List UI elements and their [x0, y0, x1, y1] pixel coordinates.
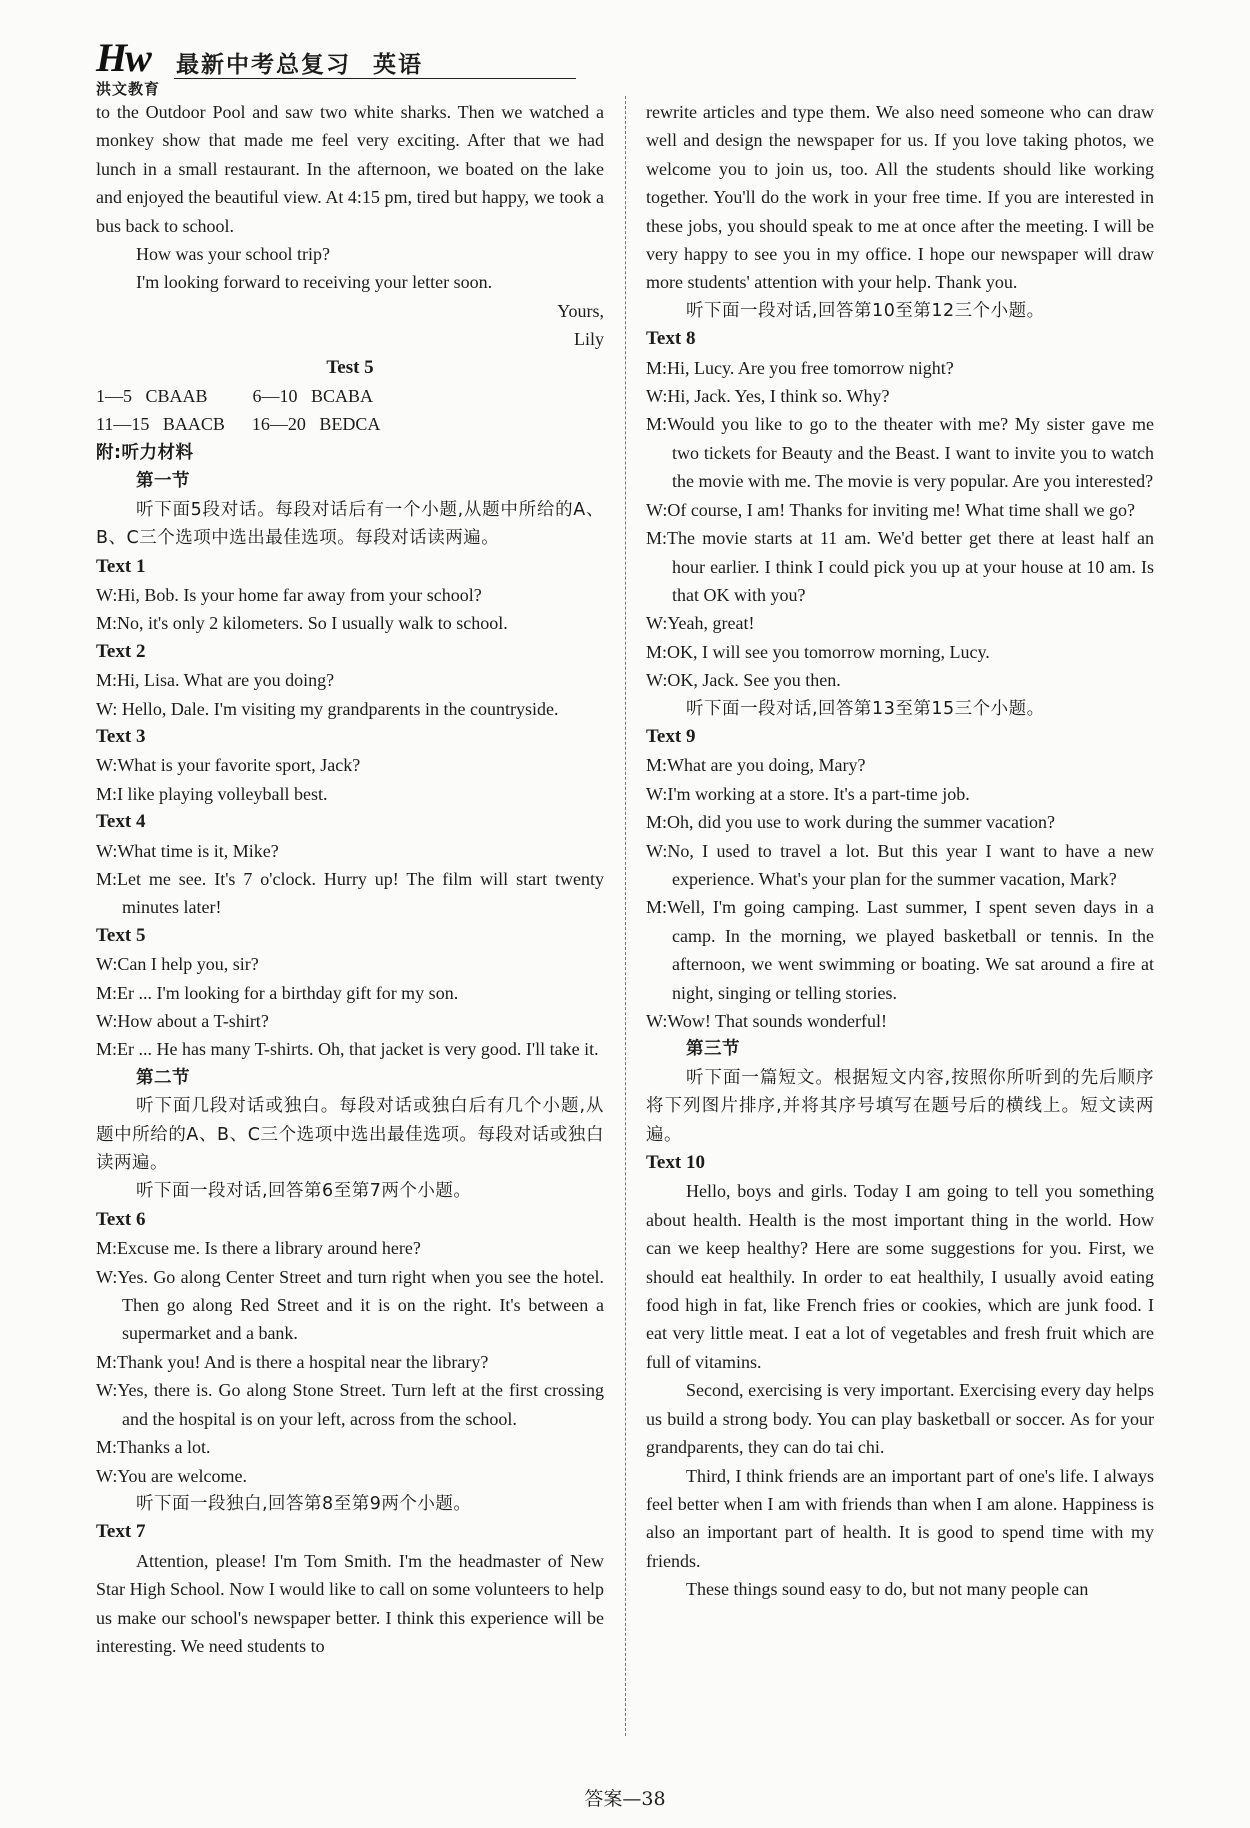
question-instructions: 听下面一段独白,回答第8至第9两个小题。 — [136, 1493, 472, 1514]
dialogue-line: W:What is your favorite sport, Jack? — [96, 755, 361, 776]
page-number: 答案—38 — [584, 1788, 666, 1810]
dialogue-line: M:Let me see. It's 7 o'clock. Hurry up! The film will start twenty minutes later! — [96, 868, 604, 918]
dialogue-line: W:You are welcome. — [96, 1465, 247, 1486]
dialogue-line: W:No, I used to travel a lot. But this year I want to have a new experience. What's your plan for the summer vacation, Mark? — [646, 840, 1154, 889]
dialogue-line: W:Yeah, great! — [646, 613, 755, 634]
question-instructions: 听下面一段对话,回答第10至第12三个小题。 — [686, 300, 1045, 321]
dialogue-line: M:Hi, Lucy. Are you free tomorrow night? — [646, 357, 954, 378]
text-title: Text 8 — [646, 328, 696, 350]
dialogue-line: M:Thank you! And is there a hospital near the library? — [96, 1351, 489, 1372]
text-title: Text 2 — [96, 640, 146, 662]
dialogue-line: W:What time is it, Mike? — [96, 840, 279, 861]
dialogue-line: M:Er ... He has many T-shirts. Oh, that jacket is very good. I'll take it. — [96, 1039, 599, 1060]
text-title: Text 3 — [96, 725, 146, 747]
dialogue-line: M:OK, I will see you tomorrow morning, Lucy. — [646, 641, 990, 662]
column-divider — [625, 96, 626, 1736]
text-title: Text 7 — [96, 1521, 146, 1543]
dialogue-line: W:Can I help you, sir? — [96, 954, 259, 975]
dialogue-line: M:Thanks a lot. — [96, 1437, 211, 1458]
dialogue-line: M:Excuse me. Is there a library around here? — [96, 1238, 421, 1259]
dialogue-line: W:Hi, Bob. Is your home far away from your school? — [96, 584, 482, 605]
dialogue-line: M:Hi, Lisa. What are you doing? — [96, 670, 335, 691]
appendix-heading: 附:听力材料 — [96, 442, 194, 463]
dialogue-line: W:Yes. Go along Center Street and turn right when you see the hotel. Then go along Red Street and it is on the right. It's between a supermarket and a bank. — [96, 1266, 604, 1344]
answer-row: 11—15 BAACB 16—20 BEDCA — [96, 414, 381, 435]
section-instructions: 听下面5段对话。每段对话后有一个小题,从题中所给的A、B、C三个选项中选出最佳选项。每段对话读两遍。 — [96, 499, 604, 549]
book-title-text: 最新中考总复习 — [176, 52, 351, 78]
answer-row: 1—5 CBAAB 6—10 BCABA — [96, 386, 374, 407]
dialogue-line: M:Well, I'm going camping. Last summer, I spent seven days in a camp. In the morning, we played basketball or tennis. In the afternoon, we went swimming or boating. We sat around a fire at night, singing or telling stories. — [646, 897, 1154, 1003]
dialogue-line: W:How about a T-shirt? — [96, 1011, 269, 1031]
text-title: Text 5 — [96, 924, 146, 946]
dialogue-line: W:I'm working at a store. It's a part-time job. — [646, 783, 970, 804]
section-heading: 第二节 — [136, 1067, 190, 1088]
section-heading: 第一节 — [136, 471, 190, 492]
letter-paragraph: I'm looking forward to receiving your letter soon. — [136, 272, 493, 293]
question-instructions: 听下面一段对话,回答第13至第15三个小题。 — [686, 698, 1045, 719]
passage-paragraph: Second, exercising is very important. Exercising every day helps us build a strong body. You can play basketball or soccer. As for your grandparents, they can do tai chi. — [646, 1380, 1154, 1458]
dialogue-line: M:The movie starts at 11 am. We'd better get there at least half an hour earlier. I think I could pick you up at your house at 10 am. Is that OK with you? — [646, 528, 1154, 605]
text-title: Text 10 — [646, 1152, 705, 1174]
dialogue-line: W:Hi, Jack. Yes, I think so. Why? — [646, 386, 890, 407]
dialogue-line: W:Of course, I am! Thanks for inviting me! What time shall we go? — [646, 499, 1136, 520]
dialogue-line: W: Hello, Dale. I'm visiting my grandparents in the countryside. — [96, 698, 559, 719]
passage-paragraph: These things sound easy to do, but not many people can — [686, 1579, 1089, 1600]
subject-label: 英语 — [373, 52, 423, 78]
book-title — [176, 46, 423, 79]
dialogue-line: M:Oh, did you use to work during the summer vacation? — [646, 812, 1055, 833]
section-instructions: 听下面几段对话或独白。每段对话或独白后有几个小题,从题中所给的A、B、C三个选项中选出最佳选项。每段对话或独白读两遍。 — [96, 1096, 604, 1174]
left-column — [96, 98, 604, 1660]
dialogue-line: M:Would you like to go to the theater with me? My sister gave me two tickets for Beauty and the Beast. I want to invite you to watch the movie with me. The movie is very popular. Are you interested? — [646, 414, 1154, 492]
letter-closing: Yours, — [557, 300, 604, 321]
text-title: Text 1 — [96, 555, 146, 577]
monologue-paragraph: rewrite articles and type them. We also need someone who can draw well and design the newspaper for us. If you love taking photos, we welcome you to join us, too. All the students should like working together. You'll do the work in your free time. If you are interested in these jobs, you should speak to me at once after the meeting. I will be very happy to see you in my office. I hope our newspaper will draw more students' attention with your help. Thank you. — [646, 102, 1154, 293]
text-title: Text 9 — [646, 725, 696, 747]
right-column — [646, 98, 1154, 1604]
passage-paragraph: Hello, boys and girls. Today I am going to tell you something about health. Health is the most important thing in the world. How can we keep healthy? Here are some suggestions for you. First, we should eat healthily. In order to eat healthily, I usually avoid eating food high in fat, like French fries or cookies, which are junk food. I eat very little meat. I eat a lot of vegetables and fresh fruit which are full of vitamins. — [646, 1181, 1154, 1372]
dialogue-line: W:Yes, there is. Go along Stone Street. Turn left at the first crossing and the hospital is on your left, across from the school. — [96, 1380, 604, 1429]
dialogue-line: W:Wow! That sounds wonderful! — [646, 1011, 888, 1031]
section-instructions: 听下面一篇短文。根据短文内容,按照你所听到的先后顺序将下列图片排序,并将其序号填写在题号后的横线上。短文读两遍。 — [646, 1067, 1154, 1145]
section-heading: 第三节 — [686, 1039, 740, 1060]
publisher-logo: Hw — [96, 35, 150, 80]
text-title: Text 6 — [96, 1208, 146, 1230]
monologue-paragraph: Attention, please! I'm Tom Smith. I'm the headmaster of New Star High School. Now I would like to call on some volunteers to help us make our school's newspaper better. I think this experience will be interesting. We need students to — [96, 1550, 604, 1656]
dialogue-line: W:OK, Jack. See you then. — [646, 670, 841, 691]
letter-signature: Lily — [574, 329, 604, 350]
dialogue-line: M:Er ... I'm looking for a birthday gift for my son. — [96, 982, 459, 1003]
dialogue-line: M:No, it's only 2 kilometers. So I usually walk to school. — [96, 613, 508, 634]
letter-paragraph: to the Outdoor Pool and saw two white sharks. Then we watched a monkey show that made me feel very exciting. After that we had lunch in a small restaurant. In the afternoon, we boated on the lake and enjoyed the beautiful view. At 4:15 pm, tired but happy, we took a bus back to school. — [96, 102, 604, 236]
text-title: Text 4 — [96, 811, 146, 833]
passage-paragraph: Third, I think friends are an important part of one's life. I always feel better when I am with friends than when I am alone. Happiness is also an important part of health. It is good to spend time with my friends. — [646, 1465, 1154, 1571]
page-header — [96, 35, 486, 98]
question-instructions: 听下面一段对话,回答第6至第7两个小题。 — [136, 1181, 472, 1202]
dialogue-line: M:What are you doing, Mary? — [646, 755, 866, 776]
test-title: Test 5 — [326, 356, 374, 378]
dialogue-line: M:I like playing volleyball best. — [96, 783, 328, 804]
publisher-name: 洪文教育 — [96, 80, 161, 98]
letter-paragraph: How was your school trip? — [136, 244, 330, 265]
